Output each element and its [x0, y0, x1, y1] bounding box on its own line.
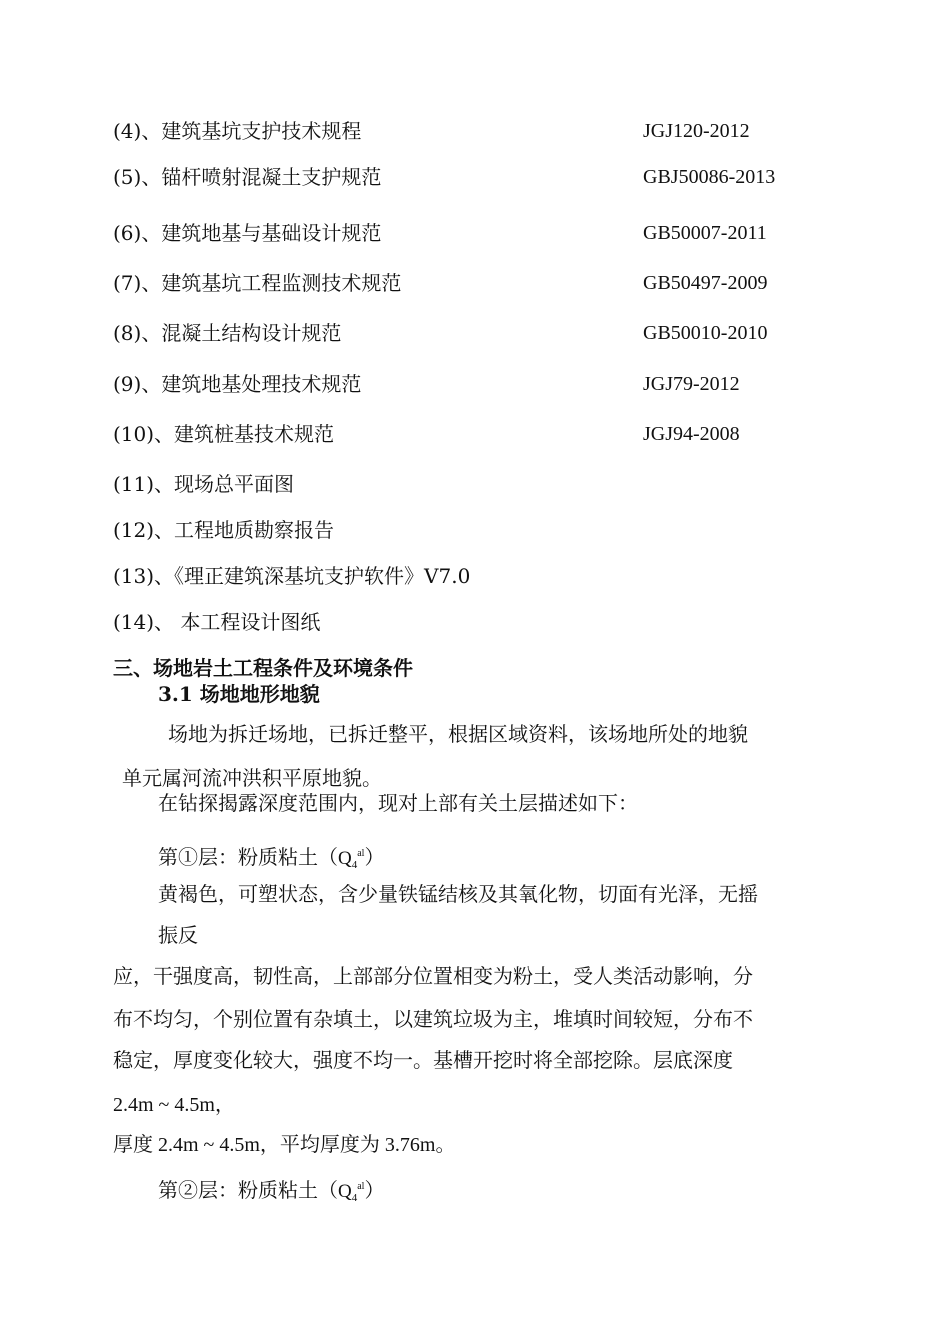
layer-2-prefix: 第②层：粉质粘土（ — [158, 1178, 338, 1202]
standard-item-label: (10)、建筑桩基技术规范 — [113, 422, 335, 446]
layer-1-suffix: ） — [364, 845, 385, 869]
layer-2-title — [158, 1173, 384, 1212]
layer-1-description-line: 厚度 2.4m ~ 4.5m，平均厚度为 3.76m。 — [113, 1134, 456, 1156]
standard-item-label: (7)、建筑基坑工程监测技术规范 — [113, 271, 402, 295]
geologic-age-symbol: $Q_4^{al}$ — [338, 848, 365, 871]
standard-item-label: (6)、建筑地基与基础设计规范 — [113, 221, 382, 245]
paragraph-line: 在钻探揭露深度范围内，现对上部有关土层描述如下： — [158, 791, 638, 815]
standard-item-label: (8)、混凝土结构设计规范 — [113, 321, 342, 345]
standard-item-label: (4)、建筑基坑支护技术规程 — [113, 119, 362, 143]
layer-1-description-line: 稳定，厚度变化较大，强度不均一。基槽开挖时将全部挖除。层底深度 — [113, 1050, 733, 1072]
layer-1-prefix: 第①层：粉质粘土（ — [158, 845, 338, 869]
standard-item-code: GBJ50086-2013 — [643, 166, 776, 188]
layer-1-description-line: 布不均匀，个别位置有杂填土，以建筑垃圾为主，堆填时间较短，分布不 — [113, 1007, 753, 1031]
layer-1-description-line: 2.4m ~ 4.5m， — [113, 1094, 235, 1116]
standard-item-label: (5)、锚杆喷射混凝土支护规范 — [113, 165, 382, 189]
layer-1-description-line: 振反 — [158, 923, 198, 947]
standard-item-code: GB50497-2009 — [643, 272, 768, 294]
standard-item-label: (12)、工程地质勘察报告 — [113, 518, 335, 542]
layer-2-suffix: ） — [364, 1178, 385, 1202]
subsection-heading: 3.1 场地地形地貌 — [158, 682, 320, 706]
standard-item-label: (9)、建筑地基处理技术规范 — [113, 372, 362, 396]
standard-item-label: (14)、 本工程设计图纸 — [113, 610, 321, 634]
standard-item-code: GB50010-2010 — [643, 322, 768, 344]
section-heading: 三、场地岩土工程条件及环境条件 — [113, 656, 413, 680]
layer-1-description-line: 黄褐色，可塑状态，含少量铁锰结核及其氧化物，切面有光泽，无摇 — [158, 882, 758, 906]
paragraph-line: 场地为拆迁场地，已拆迁整平，根据区域资料，该场地所处的地貌 — [168, 722, 748, 746]
standard-item-code: GB50007-2011 — [643, 222, 767, 244]
standard-item-label: (13)、《理正建筑深基坑支护软件》V7.0 — [113, 564, 471, 588]
paragraph-line: 单元属河流冲洪积平原地貌。 — [122, 766, 382, 790]
standard-item-label: (11)、现场总平面图 — [113, 472, 295, 496]
layer-1-description-line: 应，干强度高，韧性高，上部部分位置相变为粉土，受人类活动影响，分 — [113, 964, 753, 988]
standard-item-code: JGJ94-2008 — [643, 423, 740, 445]
geologic-age-symbol: $Q_4^{al}$ — [338, 1181, 365, 1204]
layer-1-title — [158, 840, 384, 879]
standard-item-code: JGJ120-2012 — [643, 120, 750, 142]
standard-item-code: JGJ79-2012 — [643, 373, 740, 395]
